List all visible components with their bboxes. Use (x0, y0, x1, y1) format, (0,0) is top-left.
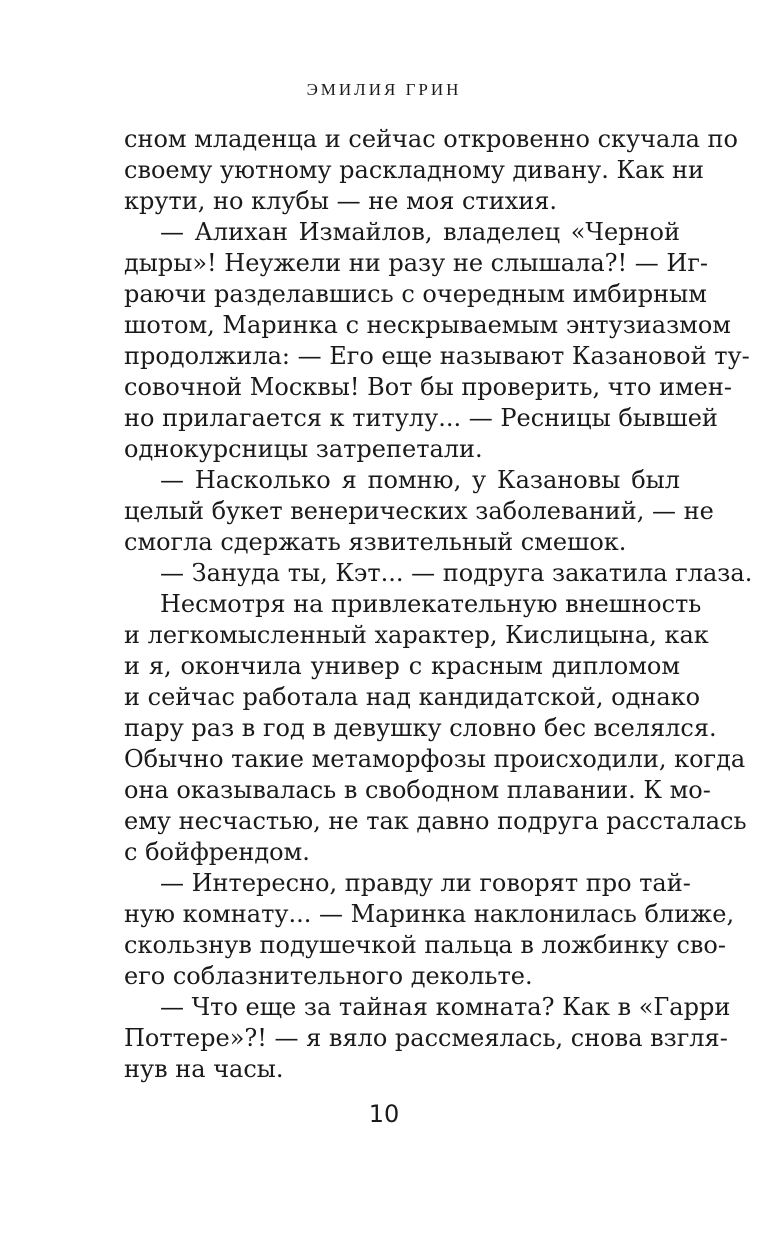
text-line: его соблазнительного декольте. (124, 962, 533, 990)
text-line: — Зануда ты, Кэт... — подруга закатила глаза. (160, 559, 753, 587)
text-line: Несмотря на привлекательную внешность (160, 590, 702, 618)
text-line: дыры»! Неужели ни разу не слышала?! — Иг- (124, 249, 709, 277)
text-line: целый букет венерических заболеваний, — не (124, 497, 714, 525)
running-head-author: ЭМИЛИЯ ГРИН (306, 80, 462, 99)
text-line: пару раз в год в девушку словно бес вселялся. (124, 714, 717, 742)
text-line: и я, окончила универ с красным дипломом (124, 652, 680, 680)
text-line: — Что еще за тайная комната? Как в «Гарри (160, 993, 731, 1021)
text-line: сном младенца и сейчас откровенно скучала по (124, 125, 738, 153)
text-line: ную комнату... — Маринка наклонилась ближе, (124, 900, 735, 928)
text-line: — Алихан Измайлов, владелец «Черной (160, 218, 680, 246)
text-line: крути, но клубы — не моя стихия. (124, 187, 557, 215)
text-line: Поттере»?! — я вяло рассмеялась, снова взгля- (124, 1024, 728, 1052)
text-line: с бойфрендом. (124, 838, 310, 866)
text-line: она оказывалась в свободном плавании. К мо- (124, 776, 711, 804)
text-line: и сейчас работала над кандидатской, однако (124, 683, 701, 711)
text-line: совочной Москвы! Вот бы проверить, что имен- (124, 373, 732, 401)
body-text (124, 124, 753, 1085)
text-line: Обычно такие метаморфозы происходили, когда (124, 745, 746, 773)
page-number: 10 (368, 1100, 400, 1128)
text-line: раючи разделавшись с очередным имбирным (124, 280, 707, 308)
text-line: смогла сдержать язвительный смешок. (124, 528, 627, 556)
text-line: однокурсницы затрепетали. (124, 435, 483, 463)
text-line: шотом, Маринка с нескрываемым энтузиазмом (124, 311, 731, 339)
text-line: своему уютному раскладному дивану. Как ни (124, 156, 704, 184)
text-line: скользнув подушечкой пальца в ложбинку сво- (124, 931, 726, 959)
text-line: ему несчастью, не так давно подруга рассталась (124, 807, 747, 835)
text-line: — Интересно, правду ли говорят про тай- (160, 869, 691, 897)
text-line: нув на часы. (124, 1055, 284, 1083)
text-line: продолжила: — Его еще называют Казановой ту- (124, 342, 750, 370)
text-line: и легкомысленный характер, Кислицына, как (124, 621, 709, 649)
text-line: но прилагается к титулу... — Ресницы бывшей (124, 404, 718, 432)
text-line: — Насколько я помню, у Казановы был (160, 466, 680, 494)
